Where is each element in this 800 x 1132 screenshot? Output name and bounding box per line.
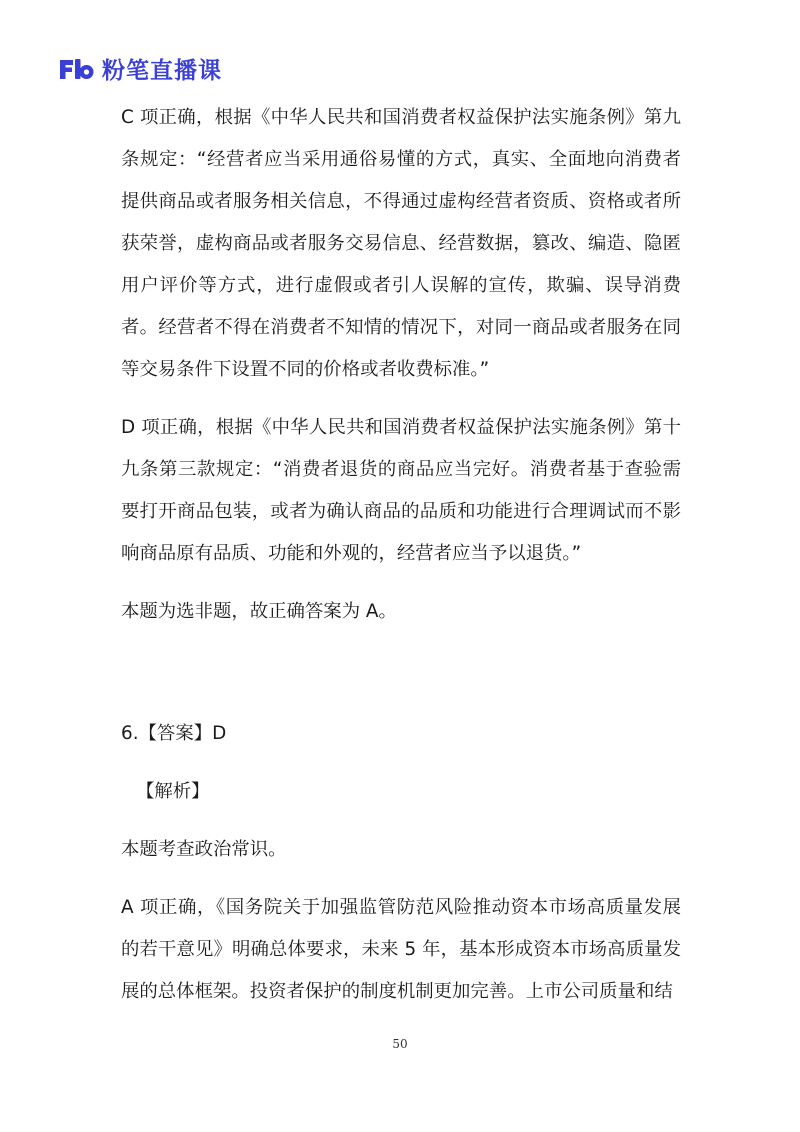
logo-text: 粉笔直播课: [102, 58, 222, 84]
paragraph-option-c: C 项正确，根据《中华人民共和国消费者权益保护法实施条例》第九条规定：“经营者应当采用通俗易懂的方式，真实、全面地向消费者提供商品或者服务相关信息，不得通过虚构经营者资质、资格或者所获荣誉，虚构商品或者服务交易信息、经营数据，篡改、编造、隐匿用户评价等方式，进行虚假或者引人误解的宣传，欺骗、误导消费者。经营者不得在消费者不知情的情况下，对同一商品或者服务在同等交易条件下设置不同的价格或者收费标准。”: [121, 107, 681, 380]
paragraph-option-d: D 项正确，根据《中华人民共和国消费者权益保护法实施条例》第十九条第三款规定：“消费者退货的商品应当完好。消费者基于查验需要打开商品包装，或者为确认商品的品质和功能进行合理调试而不影响商品原有品质、功能和外观的，经营者应当予以退货。”: [121, 417, 681, 564]
fb-logo-icon: [58, 57, 96, 81]
question-6-answer: 6.【答案】D: [121, 723, 227, 744]
document-body: [121, 97, 681, 1013]
page-number: 50: [392, 1037, 408, 1051]
brand-logo: [58, 52, 222, 85]
question-6-option-a: A 项正确，《国务院关于加强监管防范风险推动资本市场高质量发展的若干意见》明确总体要求，未来 5 年，基本形成资本市场高质量发展的总体框架。投资者保护的制度机制更加完善。上市公司质量和结: [121, 897, 681, 1002]
question-6-topic: 本题考查政治常识。: [121, 839, 287, 860]
paragraph-conclusion: 本题为选非题，故正确答案为 A。: [121, 601, 397, 622]
question-6-analysis-heading: 【解析】: [136, 781, 210, 802]
